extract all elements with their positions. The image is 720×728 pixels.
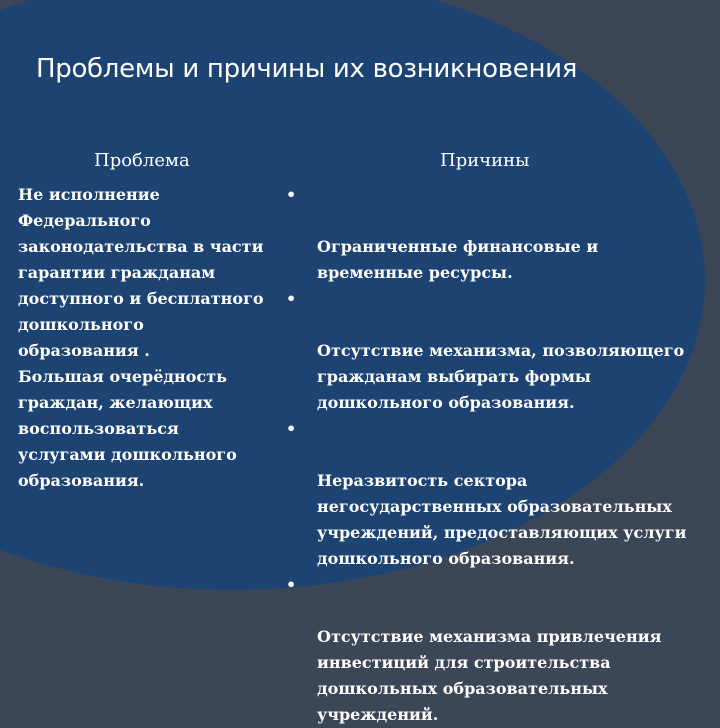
cause-text: Отсутствие механизма, позволяющего гражданам выбирать формы дошкольного образования.	[317, 341, 685, 412]
cause-item	[280, 572, 710, 728]
bullet-icon: •	[286, 289, 297, 308]
causes-header: Причины	[440, 150, 530, 171]
cause-item	[280, 416, 710, 572]
cause-text: Отсутствие механизма привлечения инвестиций для строительства дошкольных образовательных учреждений.	[317, 627, 662, 724]
causes-list	[280, 182, 710, 728]
slide-title: Проблемы и причины их возникновения	[36, 54, 578, 84]
cause-text: Неразвитость сектора негосударственных образовательных учреждений, предоставляющих услуги дошкольного образования.	[317, 471, 687, 568]
cause-item	[280, 286, 710, 416]
problem-text: Не исполнение Федерального законодательства в части гарантии гражданам доступного и бесплатного дошкольного образования . Большая очерёдность граждан, желающих воспользоваться услугами дошкольного образования.	[18, 185, 264, 490]
problem-header: Проблема	[94, 150, 190, 171]
cause-item	[280, 182, 710, 286]
cause-text: Ограниченные финансовые и временные ресурсы.	[317, 237, 599, 282]
bullet-icon: •	[286, 419, 297, 438]
bullet-icon: •	[286, 575, 297, 594]
bullet-icon: •	[286, 185, 297, 204]
